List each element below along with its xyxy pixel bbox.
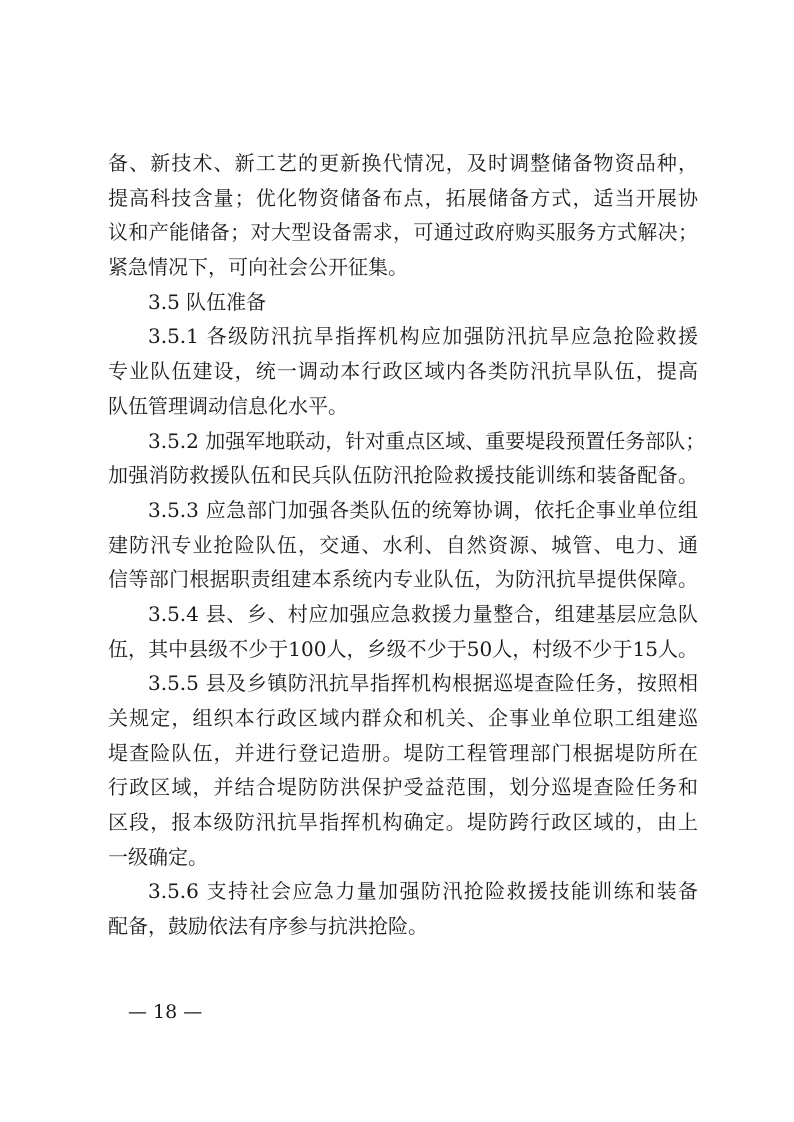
paragraph-line: 队伍管理调动信息化水平。	[108, 393, 348, 418]
paragraph-line: 3.5.3 应急部门加强各类队伍的统筹协调，依托企事业单位组	[148, 497, 698, 522]
paragraph-line: 备、新技术、新工艺的更新换代情况，及时调整储备物资品种，	[108, 151, 698, 175]
paragraph-line: 3.5.5 县及乡镇防汛抗旱指挥机构根据巡堤查险任务，按照相	[148, 671, 698, 696]
paragraph-line: 伍，其中县级不少于100人，乡级不少于50人，村级不少于15人。	[108, 636, 698, 661]
paragraph-line: 3.5.4 县、乡、村应加强应急救援力量整合，组建基层应急队	[148, 601, 698, 626]
body-text	[108, 146, 706, 944]
paragraph-line: 信等部门根据职责组建本系统内专业队伍，为防汛抗旱提供保障。	[108, 567, 698, 592]
section-heading: 3.5 队伍准备	[148, 289, 267, 314]
paragraph-line: 加强消防救援队伍和民兵队伍防汛抢险救援技能训练和装备配备。	[108, 463, 698, 488]
paragraph-line: 专业队伍建设，统一调动本行政区域内各类防汛抗旱队伍，提高	[108, 359, 698, 384]
paragraph-line: 3.5.6 支持社会应急力量加强防汛抢险救援技能训练和装备	[148, 879, 698, 904]
paragraph-line: 紧急情况下，可向社会公开征集。	[108, 255, 408, 280]
page-number: — 18 —	[128, 1001, 203, 1023]
paragraph-line: 3.5.1 各级防汛抗旱指挥机构应加强防汛抗旱应急抢险救援	[148, 324, 698, 349]
paragraph-line: 提高科技含量；优化物资储备布点，拓展储备方式，适当开展协	[108, 185, 698, 210]
paragraph-line: 配备，鼓励依法有序参与抗洪抢险。	[108, 914, 428, 939]
paragraph-line: 建防汛专业抢险队伍，交通、水利、自然资源、城管、电力、通	[108, 532, 698, 557]
paragraph-line: 堤查险队伍，并进行登记造册。堤防工程管理部门根据堤防所在	[108, 740, 698, 765]
paragraph-line: 区段，报本级防汛抗旱指挥机构确定。堤防跨行政区域的，由上	[108, 810, 698, 835]
paragraph-line: 3.5.2 加强军地联动，针对重点区域、重要堤段预置任务部队；	[148, 428, 706, 453]
paragraph-line: 一级确定。	[108, 844, 208, 869]
paragraph-line: 行政区域，并结合堤防防洪保护受益范围，划分巡堤查险任务和	[108, 775, 698, 800]
paragraph-line: 议和产能储备；对大型设备需求，可通过政府购买服务方式解决；	[108, 220, 698, 245]
paragraph-line: 关规定，组织本行政区域内群众和机关、企事业单位职工组建巡	[108, 706, 698, 730]
